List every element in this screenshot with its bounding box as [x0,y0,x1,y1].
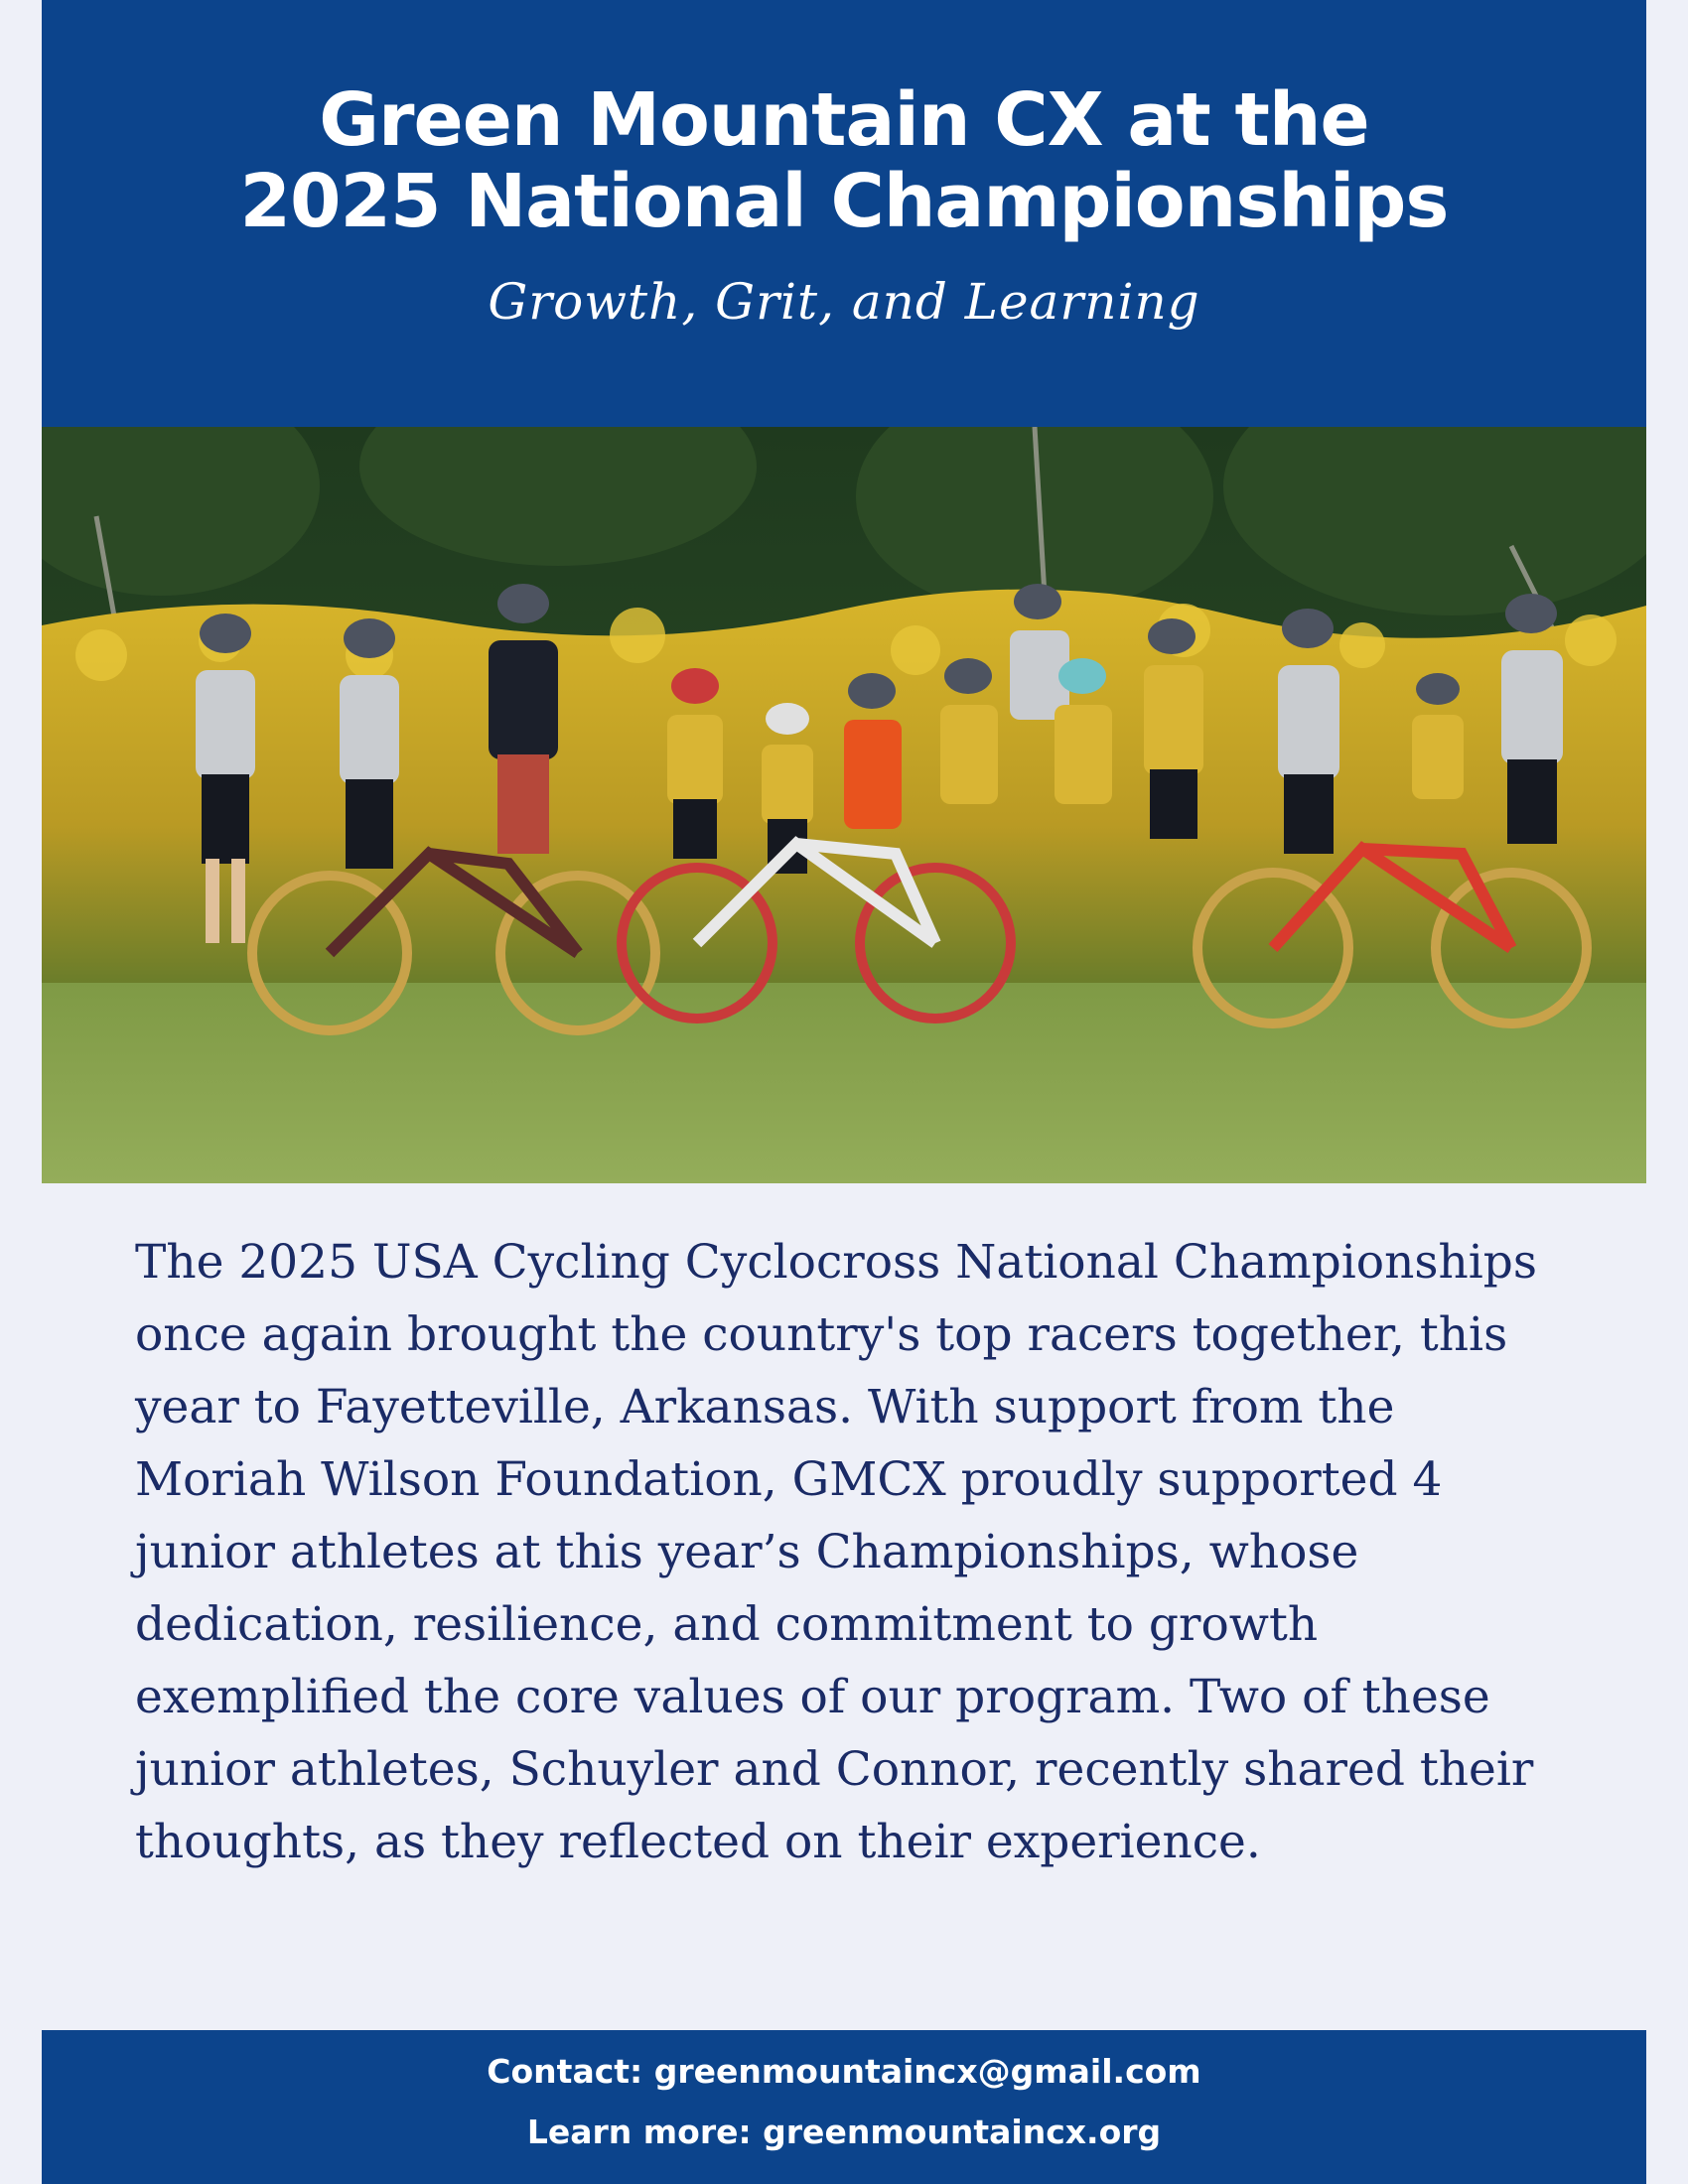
title-line-2: 2025 National Championships [239,159,1449,244]
page-title [42,79,1646,242]
subtitle: Growth, Grit, and Learning [488,273,1200,331]
website-link[interactable]: Learn more: greenmountaincx.org [526,2113,1162,2151]
intro-paragraph: The 2025 USA Cycling Cyclocross National Championships once again brought the country's top racers together, this year to Fayetteville, Arkansas. With support from the Moriah Wilson Foundation, GMCX proudly supported 4 junior athletes at this year’s Championships, whose dedication, resilience, and commitment to growth exemplified the core values of our program. Two of these junior athletes, Schuyler and Connor, recently shared their thoughts, as they reflected on their experience. [135,1235,1537,1869]
footer-banner [42,2030,1646,2184]
team-photo [42,427,1646,1183]
header-banner [42,0,1646,427]
title-line-1: Green Mountain CX at the [319,77,1369,163]
contact-email[interactable]: Contact: greenmountaincx@gmail.com [487,2052,1201,2091]
